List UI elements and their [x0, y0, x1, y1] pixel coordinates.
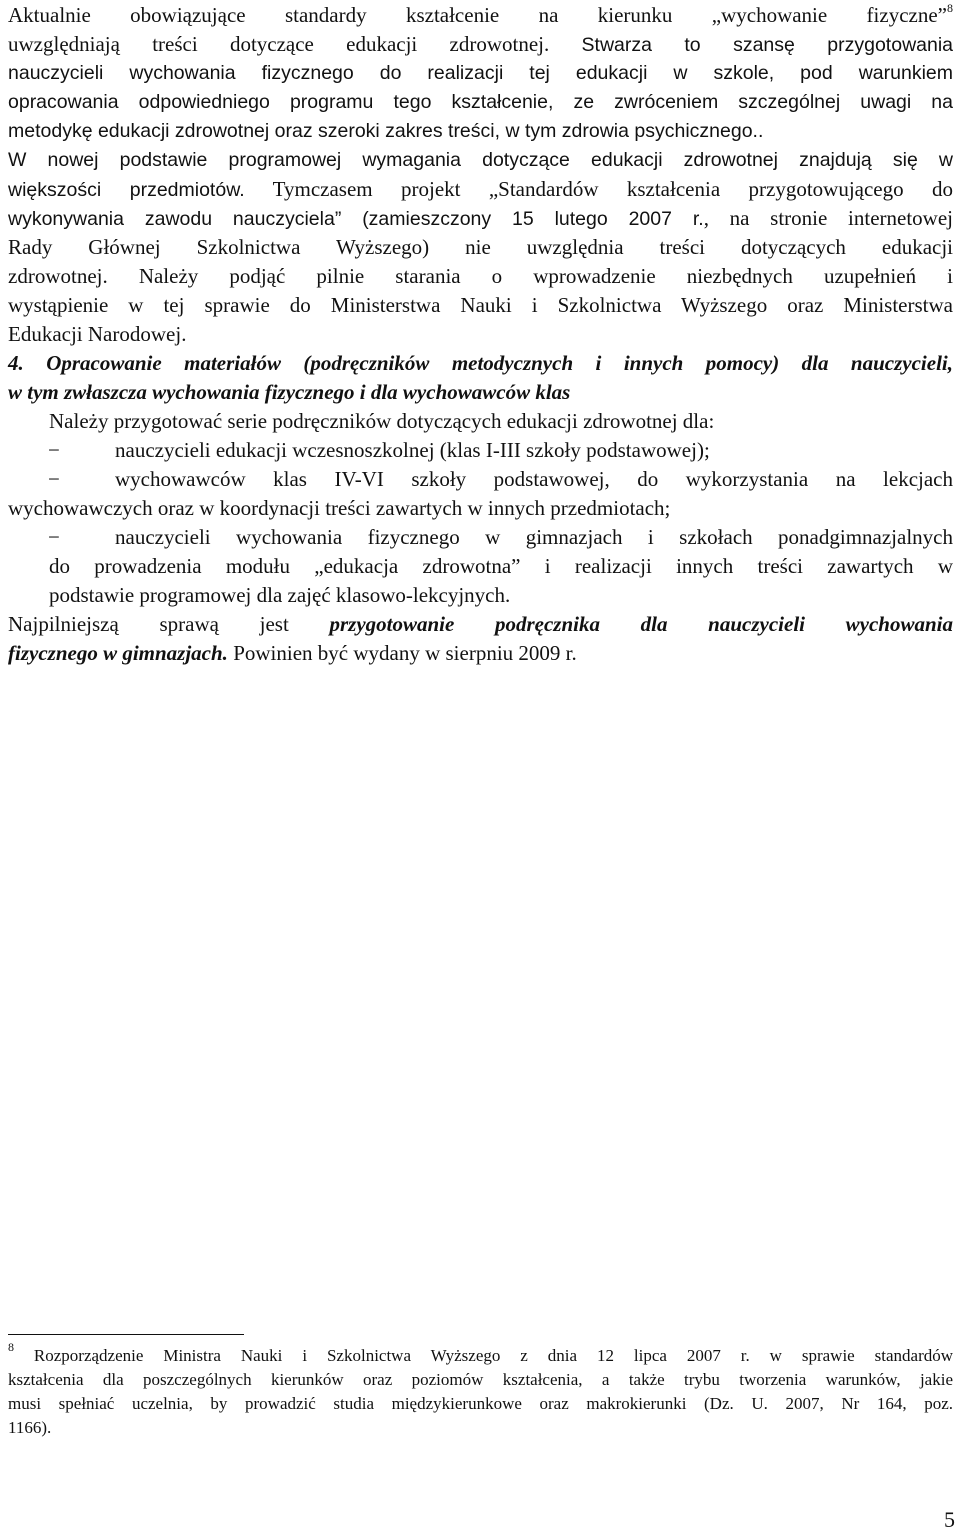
text-span: .	[757, 120, 764, 142]
footnote-number: 8	[8, 1340, 14, 1354]
list-item: wychowawców klas IV-VI szkoły podstawowej, do wykorzystania na lekcjach	[115, 467, 953, 491]
section-heading	[8, 349, 953, 378]
list-dash: −	[48, 525, 60, 549]
paragraph-line: Edukacji Narodowej.	[8, 322, 187, 346]
list-item: nauczycieli edukacji wczesnoszkolnej (klas I-III szkoły podstawowej);	[115, 438, 710, 462]
emphasis-text: fizycznego w gimnazjach.	[8, 641, 228, 665]
paragraph-line: opracowania odpowiedniego programu tego kształcenie, ze zwróceniem szczególnej uwagi na	[8, 91, 953, 113]
text-span: Należy podjąć pilnie starania o wprowadzenie niezbędnych uzupełnień i	[138, 264, 953, 288]
paragraph-line: Rady Głównej Szkolnictwa Wyższego) nie uwzględnia treści dotyczących edukacji	[8, 235, 953, 259]
text-span: Stwarza to szansę przygotowania	[581, 34, 954, 56]
footnote-reference: 8	[947, 1, 953, 15]
paragraph-line: W nowej podstawie programowej wymagania dotyczące edukacji zdrowotnej znajdują się w	[8, 149, 953, 171]
text-span: uwzględniają treści dotyczące edukacji zdrowotnej.	[8, 32, 550, 56]
text-span: , na stronie internetowej	[703, 206, 953, 230]
footnote-line: musi spełniać uczelnia, by prowadzić studia międzykierunkowe oraz makrokierunki (Dz. U. 2007, Nr 164, poz.	[8, 1394, 953, 1413]
list-item-continuation: podstawie programowej dla zajęć klasowo-lekcyjnych.	[49, 583, 511, 607]
text-span: metodykę edukacji zdrowotnej oraz szeroki zakres treści, w tym zdrowia psychicznego.	[8, 120, 758, 142]
section-number: 4.	[8, 351, 24, 375]
list-item-continuation: wychowawczych oraz w koordynacji treści zawartych w innych przedmiotach;	[8, 496, 671, 520]
section-heading: w tym zwłaszcza wychowania fizycznego i dla wychowawców klas	[8, 380, 571, 404]
text-span: Tymczasem projekt „Standardów kształcenia przygotowującego do	[272, 177, 953, 201]
text-span: większości przedmiotów.	[8, 179, 245, 201]
emphasis-text: przygotowanie podręcznika dla nauczycieli wychowania	[329, 612, 954, 636]
text-span: w sprawie standardów	[769, 1346, 954, 1365]
paragraph-line: wystąpienie w tej sprawie do Ministerstwa Nauki i Szkolnictwa Wyższego oraz Ministerstwa	[8, 293, 953, 317]
text-span: Rozporządzenie Ministra Nauki i Szkolnictwa Wyższego z dnia 12 lipca 2007 r.	[33, 1346, 750, 1365]
list-item: nauczycieli wychowania fizycznego w gimnazjach i szkołach ponadgimnazjalnych	[115, 525, 953, 549]
paragraph-line	[8, 1, 953, 30]
paragraph-line	[8, 175, 953, 205]
list-dash: −	[48, 438, 60, 462]
paragraph-line	[8, 262, 953, 291]
paragraph-line	[8, 117, 953, 146]
text-span: Najpilniejszą sprawą jest	[8, 612, 289, 636]
footnote-line: kształcenia dla poszczególnych kierunków oraz poziomów kształcenia, a także trybu tworzenia warunków, jakie	[8, 1370, 953, 1389]
paragraph-line	[8, 639, 953, 668]
list-item-continuation: do prowadzenia modułu „edukacja zdrowotna” i realizacji innych treści zawartych w	[49, 554, 953, 578]
paragraph-line	[8, 204, 953, 234]
list-dash: −	[48, 467, 60, 491]
footnote-line: 1166).	[8, 1418, 52, 1437]
page-number: 5	[944, 1507, 955, 1532]
text-span: Powinien być wydany w sierpniu 2009 r.	[233, 641, 577, 665]
text-span: Aktualnie obowiązujące standardy kształcenie na kierunku „wychowanie fizyczne”	[8, 3, 947, 27]
text-span: wykonywania zawodu nauczyciela” (zamieszczony 15 lutego 2007 r.	[8, 208, 704, 230]
text-span: zdrowotnej.	[8, 264, 108, 288]
text-span: Opracowanie materiałów (podręczników metodycznych i innych pomocy) dla nauczycieli,	[46, 351, 953, 375]
paragraph-line	[8, 30, 953, 60]
paragraph-line	[8, 610, 953, 639]
footnote-separator	[8, 1334, 244, 1335]
paragraph-line: nauczycieli wychowania fizycznego do realizacji tej edukacji w szkole, pod warunkiem	[8, 62, 953, 84]
paragraph-line: Należy przygotować serie podręczników dotyczących edukacji zdrowotnej dla:	[49, 409, 715, 433]
footnote-line	[8, 1340, 954, 1367]
